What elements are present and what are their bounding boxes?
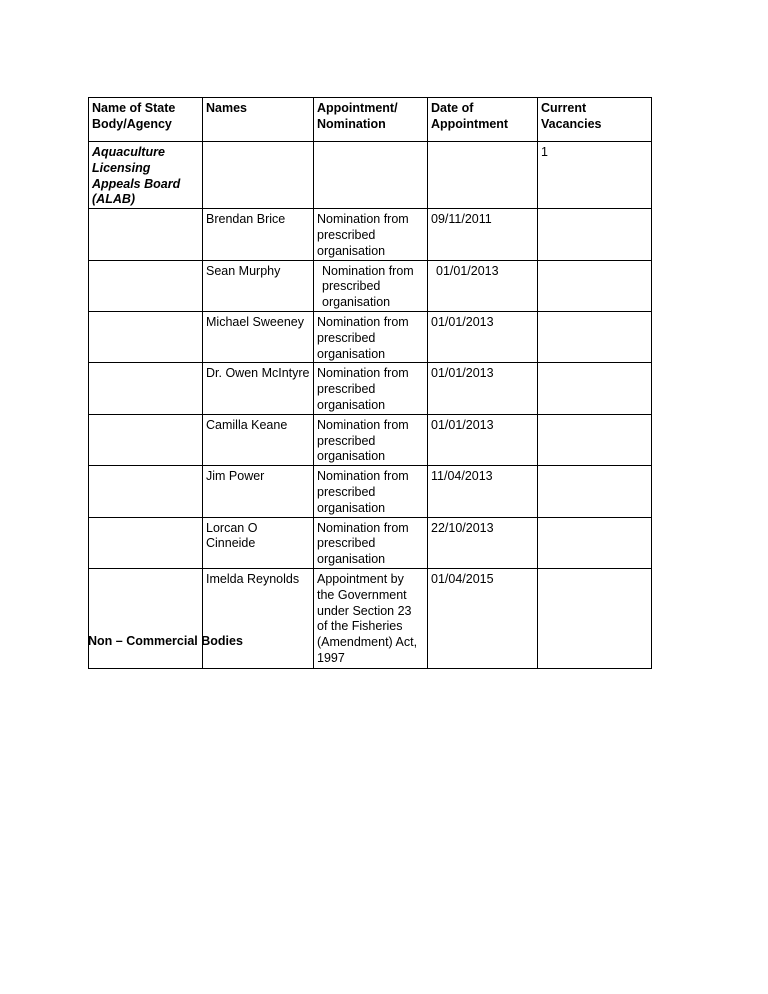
table-row xyxy=(89,260,652,311)
member-appointment: Nomination from prescribed organisation xyxy=(314,414,428,465)
table-row xyxy=(89,517,652,568)
vacancies-cell xyxy=(538,260,652,311)
agency-names-cell xyxy=(203,142,314,209)
member-date: 11/04/2013 xyxy=(428,466,538,517)
member-appointment: Nomination from prescribed organisation xyxy=(314,260,428,311)
header-appointment: Appointment/ Nomination xyxy=(314,98,428,142)
agency-cell xyxy=(89,568,203,668)
vacancies-cell xyxy=(538,311,652,362)
table-row xyxy=(89,466,652,517)
table-row xyxy=(89,209,652,260)
agency-cell xyxy=(89,209,203,260)
vacancies-cell xyxy=(538,568,652,668)
agency-cell xyxy=(89,517,203,568)
vacancies-cell xyxy=(538,414,652,465)
member-date: 22/10/2013 xyxy=(428,517,538,568)
vacancies-cell xyxy=(538,517,652,568)
member-date: 01/01/2013 xyxy=(428,260,538,311)
member-date: 01/04/2015 xyxy=(428,568,538,668)
member-appointment: Nomination from prescribed organisation xyxy=(314,363,428,414)
header-names: Names xyxy=(203,98,314,142)
vacancies-count: 1 xyxy=(538,142,652,209)
agency-cell xyxy=(89,363,203,414)
vacancies-cell xyxy=(538,466,652,517)
member-name: Lorcan O Cinneide xyxy=(203,517,314,568)
table-header-row xyxy=(89,98,652,142)
member-name: Camilla Keane xyxy=(203,414,314,465)
agency-row xyxy=(89,142,652,209)
member-name: Michael Sweeney xyxy=(203,311,314,362)
member-date: 01/01/2013 xyxy=(428,311,538,362)
member-name: Dr. Owen McIntyre xyxy=(203,363,314,414)
table-row xyxy=(89,363,652,414)
agency-cell xyxy=(89,311,203,362)
vacancies-cell xyxy=(538,363,652,414)
agency-name: Aquaculture Licensing Appeals Board (ALAB) xyxy=(89,142,203,209)
member-name: Brendan Brice xyxy=(203,209,314,260)
table-row xyxy=(89,568,652,668)
member-appointment: Appointment by the Government under Section 23 of the Fisheries (Amendment) Act, 1997 xyxy=(314,568,428,668)
table-row xyxy=(89,311,652,362)
member-date: 01/01/2013 xyxy=(428,363,538,414)
agency-cell xyxy=(89,466,203,517)
agency-cell xyxy=(89,260,203,311)
table-row xyxy=(89,414,652,465)
vacancies-cell xyxy=(538,209,652,260)
member-date: 01/01/2013 xyxy=(428,414,538,465)
agency-appointment-cell xyxy=(314,142,428,209)
header-date: Date of Appointment xyxy=(428,98,538,142)
member-name: Sean Murphy xyxy=(203,260,314,311)
member-date: 09/11/2011 xyxy=(428,209,538,260)
member-appointment: Nomination from prescribed organisation xyxy=(314,466,428,517)
member-name: Imelda Reynolds xyxy=(203,568,314,668)
header-agency: Name of State Body/Agency xyxy=(89,98,203,142)
header-vacancies: Current Vacancies xyxy=(538,98,652,142)
section-heading: Non – Commercial Bodies xyxy=(88,634,243,648)
member-name: Jim Power xyxy=(203,466,314,517)
state-boards-table xyxy=(88,97,652,669)
member-appointment: Nomination from prescribed organisation xyxy=(314,209,428,260)
agency-date-cell xyxy=(428,142,538,209)
member-appointment: Nomination from prescribed organisation xyxy=(314,311,428,362)
agency-cell xyxy=(89,414,203,465)
member-appointment: Nomination from prescribed organisation xyxy=(314,517,428,568)
